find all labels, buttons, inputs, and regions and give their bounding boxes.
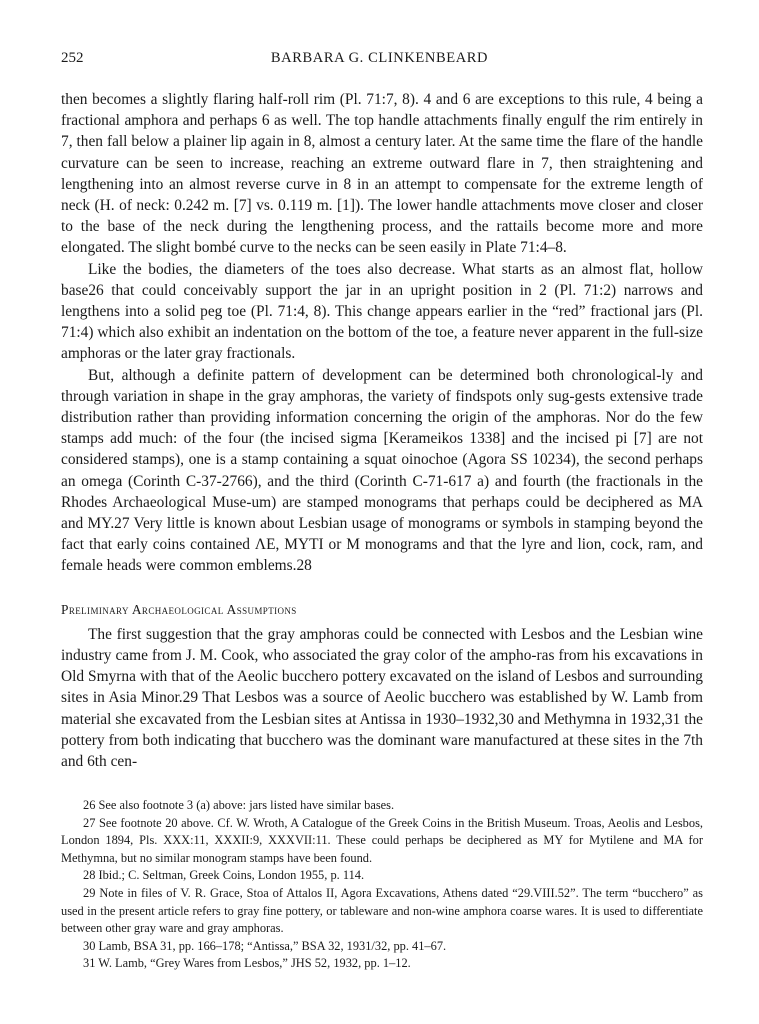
body-text: [61, 89, 703, 772]
page-header: [61, 50, 698, 70]
footnote: 28 Ibid.; C. Seltman, Greek Coins, London 1955, p. 114.: [83, 868, 365, 883]
running-head: BARBARA G. CLINKENBEARD: [270, 50, 489, 66]
paragraph: Like the bodies, the diameters of the toes also decrease. What starts as an almost flat, hollow base26 that could conceivably support the jar in an upright position in 2 (Pl. 71:2) narrows and lengthens into a solid peg toe (Pl. 71:4, 8). This change appears earlier in the “red” fractional jars (Pl. 71:4) which also exhibit an indentation on the bottom of the toe, a feature never apparent in the full-size amphoras or the later gray fractionals.: [61, 260, 703, 363]
footnote: 27 See footnote 20 above. Cf. W. Wroth, A Catalogue of the Greek Coins in the British Museum. Troas, Aeolis and Lesbos, London 1894, Pls. XXX:11, XXXII:9, XXXVII:11. These could perhaps be deciphered as MY for Mytilene and MA for Methymna, but no similar monogram stamps have been found.: [61, 815, 703, 865]
footnote: 30 Lamb, BSA 31, pp. 166–178; “Antissa,” BSA 32, 1931/32, pp. 41–67.: [83, 938, 447, 953]
footnote: 26 See also footnote 3 (a) above: jars listed have similar bases.: [83, 798, 395, 812]
footnote: 31 W. Lamb, “Grey Wares from Lesbos,” JHS 52, 1932, pp. 1–12.: [83, 956, 411, 971]
paragraph: then becomes a slightly flaring half-roll rim (Pl. 71:7, 8). 4 and 6 are exceptions to this rule, 4 being a fractional amphora and perhaps 6 as well. The top handle attachments finally engulf the rim entirely in 7, then fall below a plainer lip again in 8, almost a century later. At the same time the flare of the handle curvature can be seen to increase, reaching an extreme outward flare in 7, then straightening and lengthening into an almost reverse curve in 8 in an attempt to compensate for the extreme length of neck (H. of neck: 0.242 m. [7] vs. 0.119 m. [1]). The lower handle attachments move closer and closer to the base of the neck during the lengthening process, and the rattails become more and more elongated. The slight bombé curve to the necks can be seen easily in Plate 71:4–8.: [61, 91, 703, 257]
footnote: 29 Note in files of V. R. Grace, Stoa of Attalos II, Agora Excavations, Athens dated “29.VIII.52”. The term “bucchero” as used in the present article refers to gray fine pottery, or tableware and non-wine amphora coarse wares. It is used to differentiate between other gray ware and gray amphoras.: [61, 885, 703, 936]
paragraph: The first suggestion that the gray amphoras could be connected with Lesbos and the Lesbian wine industry came from J. M. Cook, who associated the gray color of the ampho-ras from his excavations in Old Smyrna with that of the Aeolic bucchero pottery excavated on the island of Lesbos and surrounding sites in Asia Minor.29 That Lesbos was a source of Aeolic bucchero was established by W. Lamb from material she excavated from the Lesbian sites at Antissa in 1930–1932,30 and Methymna in 1932,31 the pottery from both indicating that bucchero was the dominant ware manufactured at these sites in the 7th and 6th cen-: [61, 625, 703, 771]
page-number: 252: [61, 50, 84, 66]
section-heading: Preliminary Archaeological Assumptions: [61, 601, 297, 617]
footnotes: [61, 797, 703, 973]
paragraph: But, although a definite pattern of development can be determined both chronological-ly and through variation in shape in the gray amphoras, the variety of findspots only sug-gests extensive trade distribution rather than providing information concerning the origin of the amphoras. Nor do the few stamps add much: of the four (the incised sigma [Kerameikos 1338] and the incised pi [7] are not considered stamps), one is a stamp containing a squat oinochoe (Agora SS 10234), the second perhaps an omega (Corinth C-37-2766), and the third (Corinth C-71-617 a) and fourth (the fractionals in the Rhodes Archaeological Muse-um) are stamped monograms that perhaps could be deciphered as MA and MY.27 Very little is known about Lesbian usage of monograms or symbols in stamping beyond the fact that early coins contained ΛE, MYTI or M monograms and that the lyre and lion, cock, ram, and female heads were common emblems.28: [61, 366, 703, 575]
